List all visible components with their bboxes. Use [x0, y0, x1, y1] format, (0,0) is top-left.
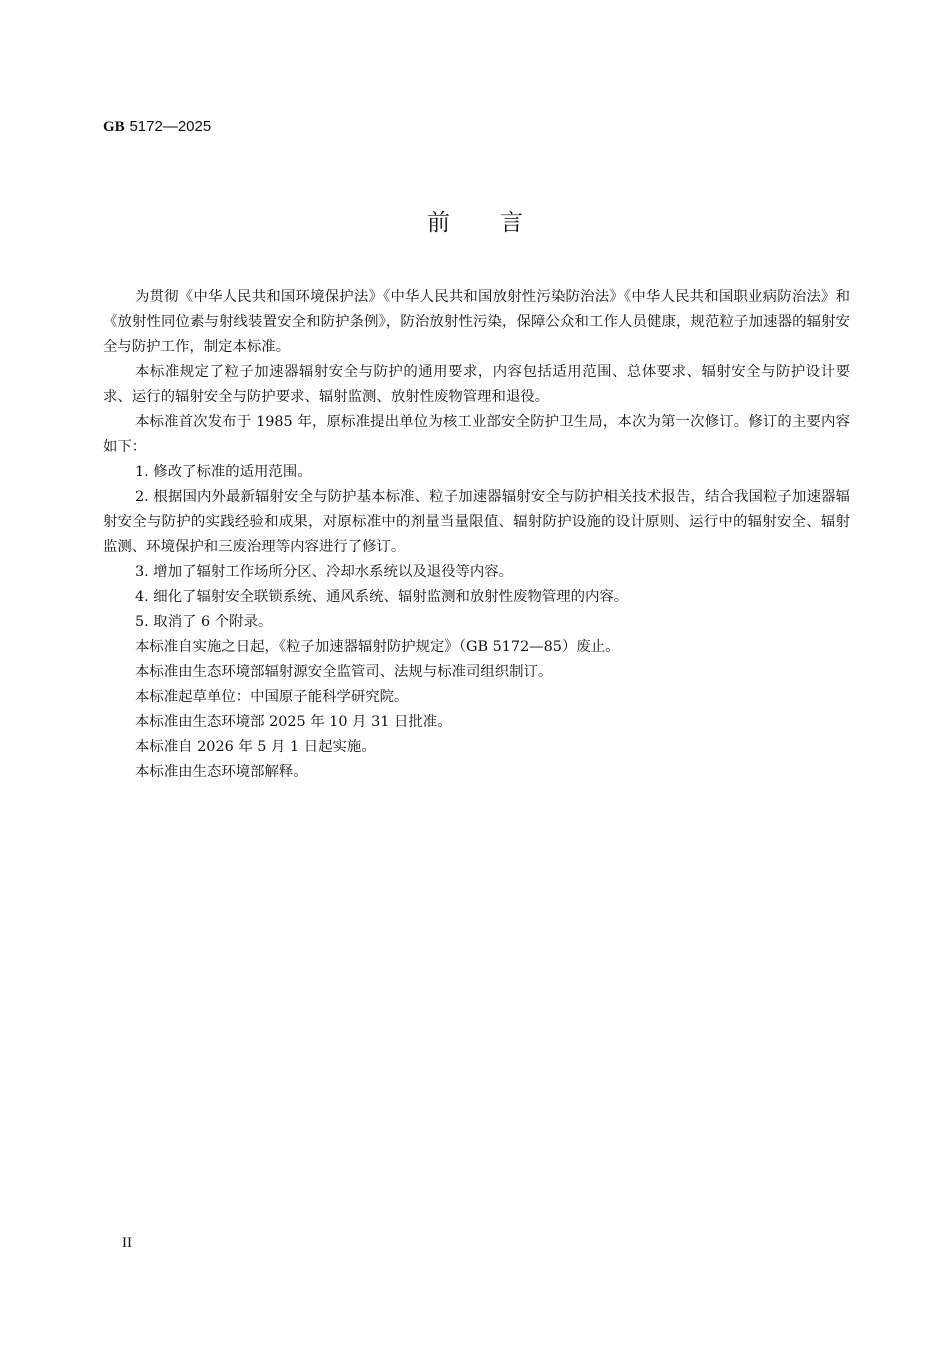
page-number: II: [122, 1235, 132, 1251]
paragraph-effective-date: 本标准自 2026 年 5 月 1 日起实施。: [135, 739, 376, 755]
document-code-prefix: GB: [103, 119, 125, 135]
list-item-revision-1: 1. 修改了标准的适用范围。: [135, 464, 312, 480]
list-item-revision-2: 2. 根据国内外最新辐射安全与防护基本标准、粒子加速器辐射安全与防护相关技术报告，结合我国粒子加速器辐射安全与防护的实践经验和成果，对原标准中的剂量当量限值、辐射防护设施的设计原则、运行中的辐射安全、辐射监测、环境保护和三废治理等内容进行了修订。: [103, 489, 850, 555]
paragraph-scope: 本标准规定了粒子加速器辐射安全与防护的通用要求，内容包括适用范围、总体要求、辐射安全与防护设计要求、运行的辐射安全与防护要求、辐射监测、放射性废物管理和退役。: [103, 364, 850, 405]
list-item-revision-4: 4. 细化了辐射安全联锁系统、通风系统、辐射监测和放射性废物管理的内容。: [135, 589, 629, 605]
paragraph-drafter: 本标准起草单位：中国原子能科学研究院。: [135, 689, 409, 705]
paragraph-purpose: 为贯彻《中华人民共和国环境保护法》《中华人民共和国放射性污染防治法》《中华人民共和国职业病防治法》和《放射性同位素与射线装置安全和防护条例》，防治放射性污染，保障公众和工作人员健康，规范粒子加速器的辐射安全与防护工作，制定本标准。: [103, 289, 850, 355]
list-item-revision-3: 3. 增加了辐射工作场所分区、冷却水系统以及退役等内容。: [135, 564, 514, 580]
paragraph-interpretation: 本标准由生态环境部解释。: [135, 764, 308, 780]
document-code-number: 5172—2025: [129, 118, 212, 135]
paragraph-organizer: 本标准由生态环境部辐射源安全监管司、法规与标准司组织制订。: [135, 664, 553, 680]
preface-body: [103, 285, 850, 785]
paragraph-history: 本标准首次发布于 1985 年，原标准提出单位为核工业部安全防护卫生局，本次为第一次修订。修订的主要内容如下：: [103, 414, 850, 455]
paragraph-supersedes: 本标准自实施之日起，《粒子加速器辐射防护规定》（GB 5172—85）废止。: [135, 639, 620, 655]
paragraph-approval: 本标准由生态环境部 2025 年 10 月 31 日批准。: [135, 714, 452, 730]
document-code: [103, 116, 211, 137]
list-item-revision-5: 5. 取消了 6 个附录。: [135, 614, 273, 630]
page-title: 前言: [427, 210, 573, 236]
